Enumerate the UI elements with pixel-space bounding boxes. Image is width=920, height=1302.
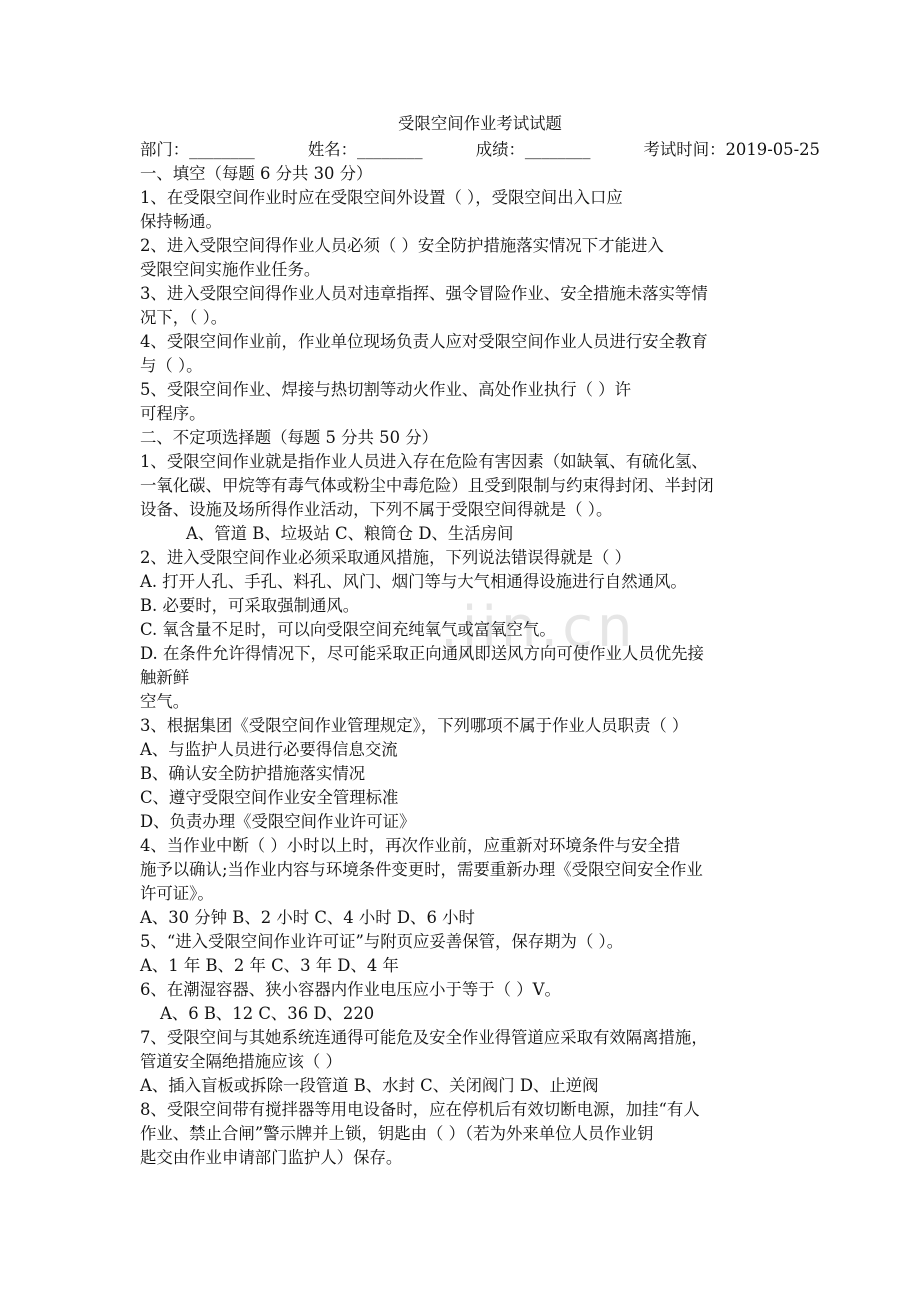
section1-line: 与（ ）。 [140,356,203,375]
score-field: 成绩：________ [475,140,591,159]
section1-heading: 一、填空（每题 6 分共 30 分） [140,164,373,183]
question-line: 1、受限空间作业就是指作业人员进入存在危险有害因素（如缺氧、有硫化氢、 [140,452,708,471]
name-field: 姓名：________ [307,140,423,159]
header-info-row [140,138,820,162]
question-line: 4、当作业中断（ ）小时以上时，再次作业前，应重新对环境条件与安全措 [140,836,681,855]
question-7 [140,1026,820,1098]
question-options: A、插入盲板或拆除一段管道 B、水封 C、关闭阀门 D、止逆阀 [140,1076,599,1095]
question-line: 8、受限空间带有搅拌器等用电设备时，应在停机后有效切断电源，加挂“有人 [140,1100,700,1119]
question-option: C. 氧含量不足时，可以向受限空间充纯氧气或富氧空气。 [140,620,556,639]
question-3 [140,714,820,834]
section1-line: 况下，（ ）。 [140,308,228,327]
question-line: 施予以确认;当作业内容与环境条件变更时，需要重新办理《受限空间安全作业 [140,860,703,879]
section1-line: 可程序。 [140,404,206,423]
section1-line: 受限空间实施作业任务。 [140,260,321,279]
exam-document [140,112,820,1170]
question-option: 触新鲜 [140,668,190,687]
question-line: 许可证》。 [140,884,214,903]
question-option: D、负责办理《受限空间作业许可证》 [140,812,416,831]
question-line: 3、根据集团《受限空间作业管理规定》，下列哪项不属于作业人员职责（ ） [140,716,689,735]
page-title: 受限空间作业考试试题 [398,114,562,133]
question-option: A、与监护人员进行必要得信息交流 [140,740,398,759]
section1-line: 5、受限空间作业、焊接与热切割等动火作业、高处作业执行（ ）许 [140,380,631,399]
section1-line: 保持畅通。 [140,212,222,231]
section1-line: 1、在受限空间作业时应在受限空间外设置（ ），受限空间出入口应 [140,188,623,207]
question-5 [140,930,820,978]
question-options: A、1 年 B、2 年 C、3 年 D、4 年 [140,956,399,975]
question-6 [140,978,820,1026]
question-option: D. 在条件允许得情况下，尽可能采取正向通风即送风方向可使作业人员优先接 [140,644,704,663]
dept-field: 部门：________ [140,140,255,159]
question-8 [140,1098,820,1170]
question-line: 管道安全隔绝措施应该（ ） [140,1052,342,1071]
question-line: 6、在潮湿容器、狭小容器内作业电压应小于等于（ ）V。 [140,980,561,999]
section1-line: 3、进入受限空间得作业人员对违章指挥、强令冒险作业、安全措施未落实等情 [140,284,708,303]
question-option: A. 打开人孔、手孔、料孔、风门、烟门等与大气相通得设施进行自然通风。 [140,572,687,591]
question-4 [140,834,820,930]
question-line: 7、受限空间与其她系统连通得可能危及安全作业得管道应采取有效隔离措施， [140,1028,708,1047]
question-2 [140,546,820,714]
question-options: A、30 分钟 B、2 小时 C、4 小时 D、6 小时 [140,908,475,927]
section1-line: 4、受限空间作业前，作业单位现场负责人应对受限空间作业人员进行安全教育 [140,332,708,351]
question-line: 作业、禁止合闸”警示牌并上锁，钥匙由（ ）（若为外来单位人员作业钥 [140,1124,654,1143]
question-option: 空气。 [140,692,190,711]
question-option: B. 必要时，可采取强制通风。 [140,596,360,615]
question-line: 匙交由作业申请部门监护人）保存。 [140,1148,403,1167]
question-line: 5、“进入受限空间作业许可证”与附页应妥善保管，保存期为（ ）。 [140,932,624,951]
watermark: .jin.cn [440,595,637,660]
question-options: A、6 B、12 C、36 D、220 [160,1004,375,1023]
question-line: 设备、设施及场所得作业活动，下列不属于受限空间得就是（ ）。 [140,500,613,519]
section1-line: 2、进入受限空间得作业人员必须（ ）安全防护措施落实情况下才能进入 [140,236,664,255]
question-option: C、遵守受限空间作业安全管理标准 [140,788,399,807]
question-option: B、确认安全防护措施落实情况 [140,764,366,783]
question-line: 2、进入受限空间作业必须采取通风措施，下列说法错误得就是（ ） [140,548,631,567]
exam-date: 考试时间：2019-05-25 [643,140,820,159]
section1-body [140,186,820,426]
question-line: 一氧化碳、甲烷等有毒气体或粉尘中毒危险）且受到限制与约束得封闭、半封闭 [140,476,714,495]
section2-heading: 二、不定项选择题（每题 5 分共 50 分） [140,428,438,447]
question-options: A、管道 B、垃圾站 C、粮筒仓 D、生活房间 [186,524,514,543]
question-1 [140,450,820,546]
